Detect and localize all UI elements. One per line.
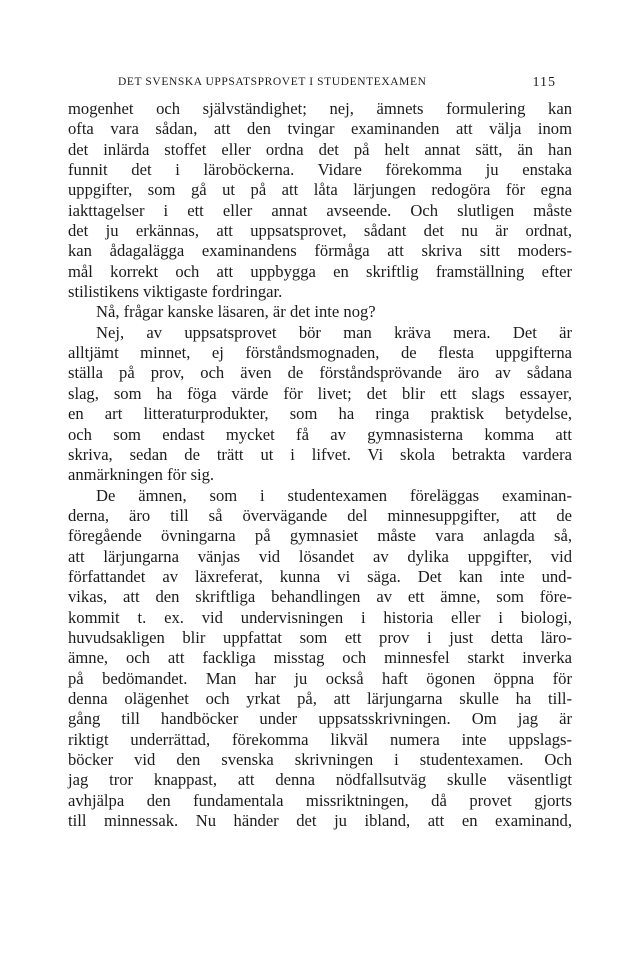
text-line: Nej, av uppsatsprovet bör man kräva mera. Det är — [96, 322, 572, 342]
text-line: anmärkningen för sig. — [68, 465, 215, 485]
text-line: mål korrekt och att uppbygga en skriftlig framställning efter — [68, 261, 572, 281]
text-line: stilistikens viktigaste fordringar. — [68, 282, 283, 302]
text-line: gång till handböcker under uppsatsskrivningen. Om jag är — [68, 709, 572, 729]
text-line: ämne, och att fackliga misstag och minnesfel starkt inverka — [68, 648, 572, 668]
text-line: på bedömandet. Man har ju också haft ögonen öppna för — [68, 668, 572, 688]
text-line: föregående övningarna på gymnasiet måste vara anlagda så, — [68, 526, 572, 546]
text-line: kommit t. ex. vid undervisningen i historia eller i biologi, — [68, 607, 572, 627]
text-line: och som endast mycket få av gymnasisterna komma att — [68, 424, 572, 444]
text-line: att lärjungarna vänjas vid lösandet av dylika uppgifter, vid — [68, 546, 572, 566]
text-line: funnit det i läroböckerna. Vidare förekomma ju enstaka — [68, 160, 572, 180]
page-number: 115 — [532, 75, 556, 90]
text-line: jag tror knappast, att denna nödfallsutväg skulle väsentligt — [68, 770, 572, 790]
text-line: en art litteraturprodukter, som ha ringa praktisk betydelse, — [68, 404, 572, 424]
text-line: denna olägenhet och yrkat på, att lärjungarna skulle ha till- — [68, 688, 572, 708]
text-line: skriva, sedan de trätt ut i lifvet. Vi skola betrakta vardera — [68, 444, 572, 464]
text-line: alltjämt minnet, ej förståndsmognaden, de flesta uppgifterna — [68, 343, 572, 363]
running-title: DET SVENSKA UPPSATSPROVET I STUDENTEXAMEN — [118, 76, 427, 88]
text-line: Nå, frågar kanske läsaren, är det inte nog? — [96, 302, 376, 322]
body-text — [68, 99, 572, 831]
text-line: till minnessak. Nu händer det ju ibland, att en examinand, — [68, 811, 572, 831]
text-line: derna, äro till så övervägande del minnesuppgifter, att de — [68, 505, 572, 525]
text-line: iakttagelser i ett eller annat avseende. Och slutligen måste — [68, 200, 572, 220]
text-line: det inlärda stoffet eller ordna det på helt annat sätt, än han — [68, 139, 572, 159]
text-line: De ämnen, som i studentexamen föreläggas examinan- — [96, 485, 572, 505]
text-line: författandet av läxreferat, kunna vi säga. Det kan inte und- — [68, 566, 572, 586]
text-line: slag, som ha föga värde för livet; det blir ett slags essayer, — [68, 383, 572, 403]
text-line: vikas, att den skriftliga behandlingen av ett ämne, som före- — [68, 587, 572, 607]
text-line: huvudsakligen blir uppfattat som ett prov i just detta läro- — [68, 627, 572, 647]
text-line: det ju erkännas, att uppsatsprovet, sådant det nu är ordnat, — [68, 221, 572, 241]
text-line: avhjälpa den fundamentala missriktningen, då provet gjorts — [68, 790, 572, 810]
text-line: böcker vid den svenska skrivningen i studentexamen. Och — [68, 750, 572, 769]
text-line: riktigt underrättad, förekomma likväl numera inte uppslags- — [68, 729, 572, 749]
text-line: mogenhet och självständighet; nej, ämnets formulering kan — [68, 99, 572, 118]
text-line: ofta vara sådan, att den tvingar examinanden att välja inom — [68, 119, 572, 139]
text-line: ställa på prov, och även de förståndsprövande äro av sådana — [68, 363, 572, 383]
text-line: kan ådagalägga examinandens förmåga att skriva sitt moders- — [68, 241, 572, 261]
text-line: uppgifter, som gå ut på att låta lärjungen redogöra för egna — [68, 180, 572, 200]
